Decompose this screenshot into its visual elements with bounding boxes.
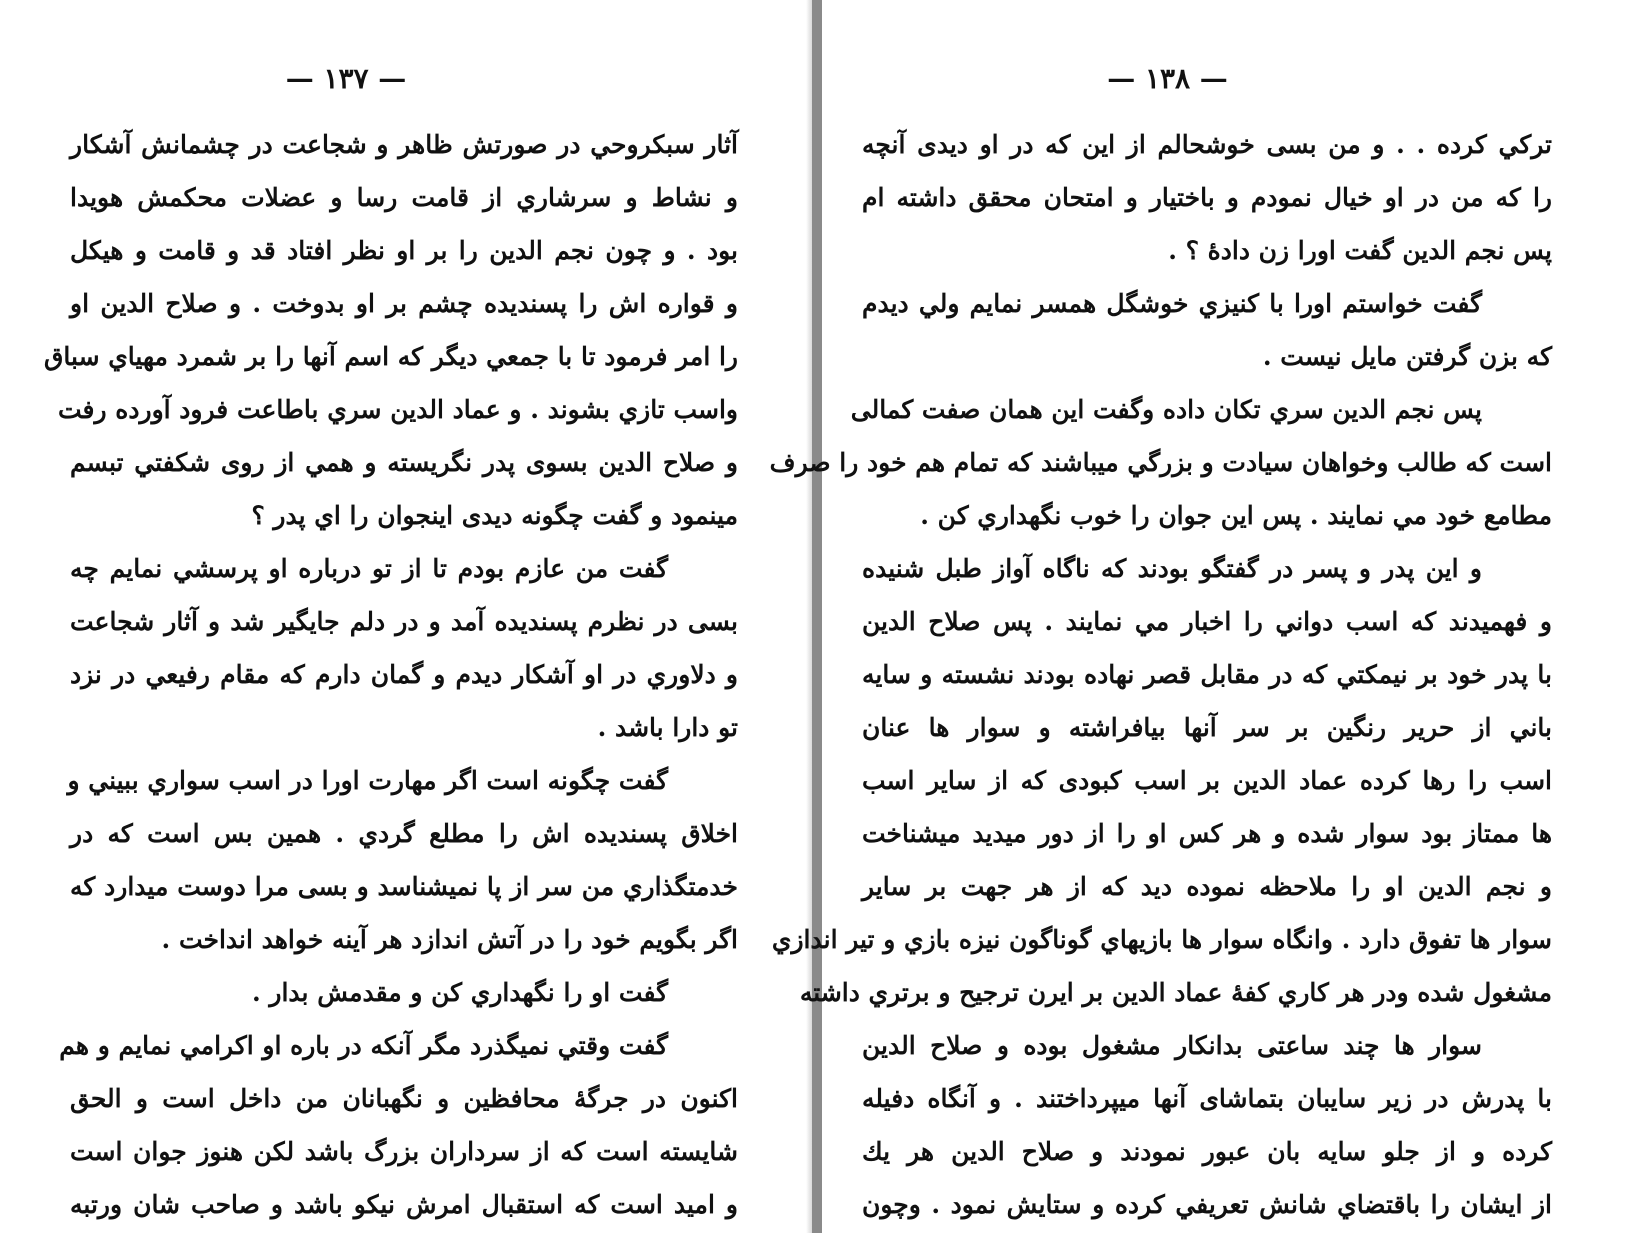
- text-line: که بزن گرفتن مايل نيست .: [1262, 342, 1552, 371]
- text-line: سوار ها چند ساعتی بدانکار مشغول بوده و صلاح الدين: [862, 1031, 1482, 1060]
- text-line: اگر بگويم خود را در آتش اندازد هر آينه خواهد انداخت .: [161, 925, 738, 954]
- text-line: کرده و از جلو سايه بان عبور نمودند و صلاح الدين هر يك: [862, 1137, 1552, 1166]
- text-line: مينمود و گفت چگونه ديدی اينجوان را اي پدر ؟: [251, 501, 738, 530]
- text-line: و صلاح الدين بسوی پدر نگريسته و همي از روی شکفتي تبسم: [70, 448, 738, 477]
- left-page-number: — ١٣٧ —: [285, 62, 407, 95]
- book-gutter: [812, 0, 822, 1233]
- text-line: خدمتگذاري من سر از پا نميشناسد و بسی مرا دوست ميدارد که: [70, 872, 738, 901]
- left-page-text: [44, 118, 738, 1231]
- text-line: گفت من عازم بودم تا از تو درباره او پرسشي نمايم چه: [70, 554, 668, 583]
- text-line: و نشاط و سرشاري از قامت رسا و عضلات محکمش هويدا: [70, 183, 738, 212]
- text-line: را امر فرمود تا با جمعي ديگر که اسم آنها را بر شمرد مهياي سباق: [44, 342, 738, 371]
- text-line: ها ممتاز بود سوار شده و هر کس او را از دور ميديد ميشناخت: [862, 819, 1552, 848]
- text-line: و نجم الدين او را ملاحظه نموده ديد که از هر جهت بر ساير: [862, 872, 1552, 901]
- text-line: پس نجم الدين سري تکان داده وگفت اين همان صفت کمالی: [850, 395, 1482, 424]
- right-page-text: [769, 118, 1552, 1231]
- text-line: از ايشان را باقتضاي شانش تعريفي کرده و ستايش نمود . وچون: [862, 1190, 1552, 1219]
- text-line: گفت خواستم اورا با کنيزي خوشگل همسر نمايم ولي ديدم: [862, 289, 1482, 318]
- text-line: واسب تازي بشوند . و عماد الدين سري باطاعت فرود آورده رفت: [57, 395, 738, 424]
- text-line: و اميد است که استقبال امرش نيکو باشد و صاحب شان ورتبه: [70, 1190, 738, 1219]
- right-page-number: — ١٣٨ —: [1107, 62, 1228, 95]
- text-line: و دلاوري در او آشکار ديدم و گمان دارم که مقام رفيعي در نزد: [70, 660, 738, 689]
- text-line: سوار ها تفوق دارد . وانگاه سوار ها بازيهاي گوناگون نيزه بازي و تير اندازي: [771, 925, 1552, 954]
- text-line: باني از حرير رنگين بر سر آنها بيافراشته و سوار ها عنان: [862, 713, 1552, 742]
- text-line: را که من در او خيال نمودم و باختيار و امتحان محقق داشته ام: [862, 183, 1552, 212]
- text-line: و فهميدند که اسب دواني را اخبار مي نمايند . پس صلاح الدين: [862, 607, 1552, 636]
- text-line: بود . و چون نجم الدين را بر او نظر افتاد قد و قامت و هيکل: [70, 236, 738, 265]
- text-line: پس نجم الدين گفت اورا زن دادهٔ ؟ .: [1168, 236, 1552, 265]
- text-line: با پدر خود بر نيمکتي که در مقابل قصر نهاده بودند نشسته و سايه: [862, 660, 1552, 689]
- text-line: است که طالب وخواهان سيادت و بزرگي ميباشند که تمام هم خود را صرف: [769, 448, 1552, 477]
- text-line: مشغول شده ودر هر کاري کفهٔ عماد الدين بر ايرن ترجيح و برتري داشته: [799, 978, 1552, 1007]
- text-line: آثار سبکروحي در صورتش ظاهر و شجاعت در چشمانش آشکار: [70, 130, 738, 159]
- text-line: بسی در نظرم پسنديده آمد و در دلم جايگير شد و آثار شجاعت: [70, 607, 738, 636]
- text-line: اخلاق پسنديده اش را مطلع گردي . همين بس است که در: [70, 819, 738, 848]
- text-line: و قواره اش را پسنديده چشم بر او بدوخت . و صلاح الدين او: [70, 289, 738, 318]
- text-line: گفت او را نگهداري کن و مقدمش بدار .: [252, 978, 668, 1007]
- left-page: [0, 0, 812, 1233]
- text-line: اسب را رها کرده عماد الدين بر اسب کبودی که از ساير اسب: [862, 766, 1552, 795]
- text-line: گفت وقتي نميگذرد مگر آنکه در باره او اکرامي نمايم و هم: [59, 1031, 668, 1060]
- text-line: و اين پدر و پسر در گفتگو بودند که ناگاه آواز طبل شنيده: [862, 554, 1482, 583]
- text-line: گفت چگونه است اگر مهارت اورا در اسب سواري ببيني و: [67, 766, 668, 795]
- text-line: ترکي کرده . . و من بسی خوشحالم از اين که در او ديدی آنچه: [862, 130, 1552, 159]
- text-line: شايسته است که از سرداران بزرگ باشد لکن هنوز جوان است: [70, 1137, 738, 1166]
- right-page: [769, 0, 1633, 1233]
- text-line: با پدرش در زير سايبان بتماشای آنها ميپرداختند . و آنگاه دفيله: [862, 1084, 1552, 1113]
- text-line: مطامع خود مي نمايند . پس اين جوان را خوب نگهداري کن .: [920, 501, 1552, 530]
- text-line: تو دارا باشد .: [597, 713, 738, 742]
- text-line: اکنون در جرگهٔ محافظين و نگهبانان من داخل است و الحق: [70, 1084, 738, 1113]
